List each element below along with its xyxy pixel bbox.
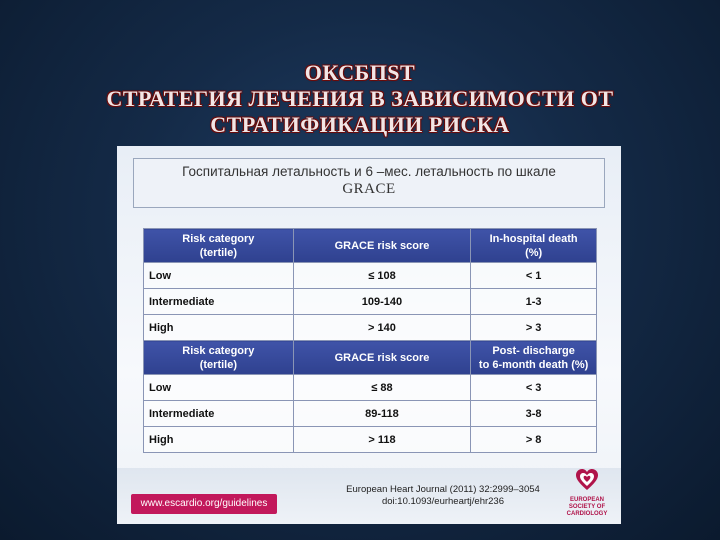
header-risk-line2: (tertile) [199, 358, 237, 371]
table-row [144, 263, 597, 289]
header-risk-category [144, 229, 294, 263]
header-grace-score: GRACE risk score [293, 229, 471, 263]
esc-logo-line2: SOCIETY OF [568, 504, 606, 510]
header-risk-line1: Risk category [182, 344, 255, 357]
row-score: > 140 [293, 315, 471, 341]
esc-logo-line1: EUROPEAN [569, 497, 604, 503]
header-outcome-line1: In-hospital death [489, 232, 578, 245]
esc-logo [563, 468, 611, 518]
header-outcome-line2: (%) [525, 246, 543, 259]
table-row [144, 427, 597, 453]
table-row [144, 375, 597, 401]
esc-logo-line3: CARDIOLOGY [566, 511, 608, 517]
row-score: 109-140 [293, 289, 471, 315]
row-score: ≤ 88 [293, 375, 471, 401]
row-score: ≤ 108 [293, 263, 471, 289]
table-header-row [144, 229, 597, 263]
row-category: Low [144, 375, 294, 401]
row-outcome: < 3 [471, 375, 597, 401]
header-risk-line1: Risk category [182, 232, 255, 245]
journal-line1: European Heart Journal (2011) 32:2999–3054 [346, 484, 540, 495]
grace-table [143, 228, 597, 453]
header-risk-line2: (tertile) [199, 246, 237, 259]
journal-citation [313, 484, 573, 508]
header-outcome [471, 341, 597, 375]
row-outcome: > 3 [471, 315, 597, 341]
header-risk-category [144, 341, 294, 375]
header-outcome [471, 229, 597, 263]
guideline-panel [117, 146, 621, 524]
caption-box [133, 158, 605, 208]
row-category: High [144, 427, 294, 453]
heart-logo-icon [574, 468, 600, 492]
guidelines-url-link[interactable]: www.escardio.org/guidelines [131, 494, 277, 514]
row-outcome: 3-8 [471, 401, 597, 427]
row-outcome: > 8 [471, 427, 597, 453]
table-row [144, 401, 597, 427]
table-row [144, 289, 597, 315]
table-row [144, 315, 597, 341]
header-grace-score: GRACE risk score [293, 341, 471, 375]
slide-title-line3: СТРАТИФИКАЦИИ РИСКА [210, 112, 510, 137]
journal-line2: doi:10.1093/eurheartj/ehr236 [381, 496, 504, 507]
row-category: Intermediate [144, 401, 294, 427]
header-outcome-line1: Post- discharge [492, 344, 575, 357]
caption-line1: Госпитальная летальность и 6 –мес. летальность по шкале [182, 164, 556, 179]
slide-title-line1: ОКСБПST [304, 60, 416, 85]
row-category: Intermediate [144, 289, 294, 315]
slide-title [0, 60, 720, 138]
slide-title-line2: СТРАТЕГИЯ ЛЕЧЕНИЯ В ЗАВИСИМОСТИ ОТ [106, 86, 614, 111]
table-header-row [144, 341, 597, 375]
header-outcome-line2: to 6-month death (%) [478, 358, 589, 371]
row-outcome: < 1 [471, 263, 597, 289]
caption-line2: GRACE [342, 181, 396, 197]
row-score: 89-118 [293, 401, 471, 427]
footer-band [117, 468, 621, 524]
row-category: Low [144, 263, 294, 289]
row-category: High [144, 315, 294, 341]
row-score: > 118 [293, 427, 471, 453]
row-outcome: 1-3 [471, 289, 597, 315]
